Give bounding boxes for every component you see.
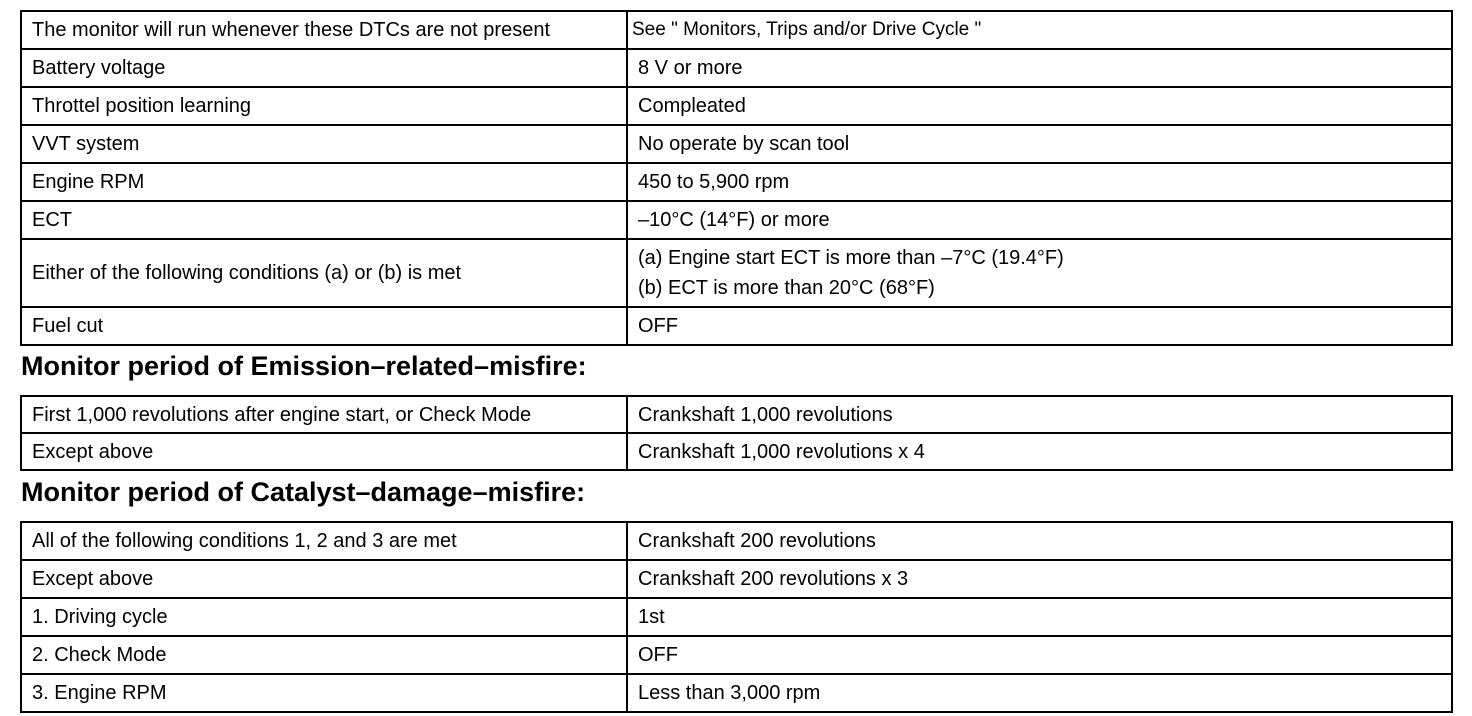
condition-value: 8 V or more (627, 49, 1452, 87)
condition-value: 450 to 5,900 rpm (627, 163, 1452, 201)
table-row (21, 396, 1452, 433)
condition-label: Fuel cut (21, 307, 627, 345)
table-row (21, 598, 1452, 636)
period-value: Less than 3,000 rpm (627, 674, 1452, 712)
table-row (21, 239, 1452, 307)
period-label: 2. Check Mode (21, 636, 627, 674)
condition-value: OFF (627, 307, 1452, 345)
condition-value: See " Monitors, Trips and/or Drive Cycle " (627, 11, 1452, 49)
catalyst-misfire-heading: Monitor period of Catalyst–damage–misfire: (21, 477, 586, 507)
catalyst-misfire-table (20, 521, 1453, 713)
table-row (21, 560, 1452, 598)
period-label: 1. Driving cycle (21, 598, 627, 636)
table-row (21, 307, 1452, 345)
table-row (21, 49, 1452, 87)
table-row (21, 674, 1452, 712)
condition-label: The monitor will run whenever these DTCs are not present (21, 11, 627, 49)
table-row (21, 163, 1452, 201)
table-row (21, 522, 1452, 560)
period-value: Crankshaft 1,000 revolutions (627, 396, 1452, 433)
condition-value (627, 239, 1452, 307)
period-value: Crankshaft 200 revolutions x 3 (627, 560, 1452, 598)
condition-value: Compleated (627, 87, 1452, 125)
period-label: All of the following conditions 1, 2 and 3 are met (21, 522, 627, 560)
condition-value-b: (b) ECT is more than 20°C (68°F) (638, 277, 935, 299)
table-row (21, 201, 1452, 239)
period-label: Except above (21, 560, 627, 598)
period-label: 3. Engine RPM (21, 674, 627, 712)
condition-label: Battery voltage (21, 49, 627, 87)
condition-label: Throttel position learning (21, 87, 627, 125)
condition-value-a: (a) Engine start ECT is more than –7°C (19.4°F) (638, 247, 1064, 269)
table-row (21, 125, 1452, 163)
period-label: Except above (21, 433, 627, 470)
emission-misfire-heading: Monitor period of Emission–related–misfire: (21, 351, 587, 381)
period-label: First 1,000 revolutions after engine start, or Check Mode (21, 396, 627, 433)
condition-value: No operate by scan tool (627, 125, 1452, 163)
table-row (21, 87, 1452, 125)
emission-misfire-table (20, 395, 1453, 471)
condition-label: ECT (21, 201, 627, 239)
condition-label: Engine RPM (21, 163, 627, 201)
table-row (21, 636, 1452, 674)
table-row (21, 11, 1452, 49)
period-value: Crankshaft 1,000 revolutions x 4 (627, 433, 1452, 470)
period-value: OFF (627, 636, 1452, 674)
condition-value: –10°C (14°F) or more (627, 201, 1452, 239)
condition-label: VVT system (21, 125, 627, 163)
period-value: Crankshaft 200 revolutions (627, 522, 1452, 560)
period-value: 1st (627, 598, 1452, 636)
table-row (21, 433, 1452, 470)
condition-label: Either of the following conditions (a) or (b) is met (21, 239, 627, 307)
monitor-conditions-table (20, 10, 1453, 346)
